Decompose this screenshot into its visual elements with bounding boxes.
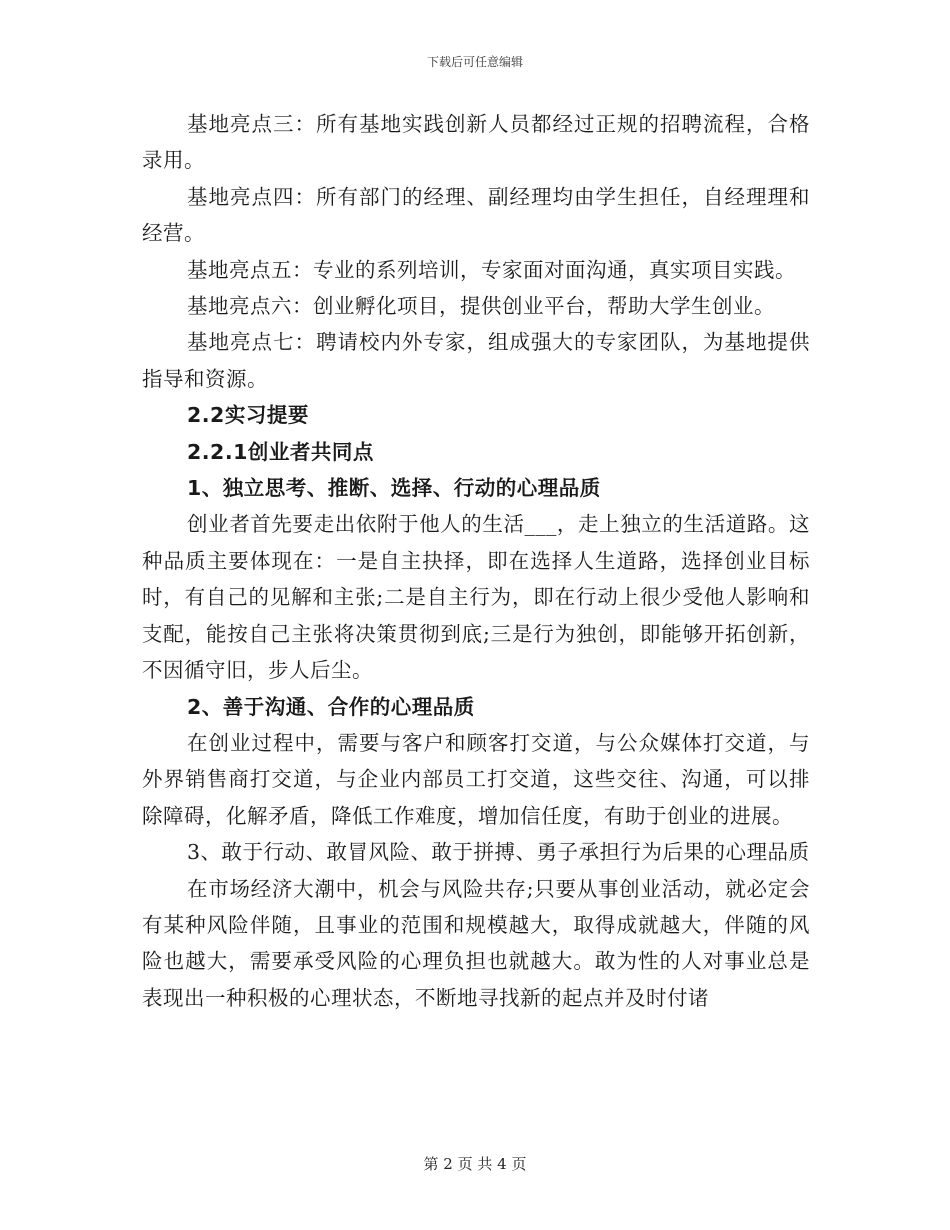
subheading-risk: 3、敢于行动、敢冒风险、敢于拼搏、勇子承担行为后果的心理品质: [187, 840, 810, 865]
section-heading-2-2-1: 2.2.1创业者共同点: [187, 439, 374, 464]
paragraph-highlight-4: 基地亮点四：所有部门的经理、副经理均由学生担任，自经理理和经营。: [142, 184, 810, 246]
paragraph-highlight-3: 基地亮点三：所有基地实践创新人员都经过正规的招聘流程，合格录用。: [142, 112, 810, 173]
paragraph-highlight-6: 基地亮点六：创业孵化项目，提供创业平台，帮助大学生创业。: [187, 294, 775, 319]
paragraph-communication: 在创业过程中，需要与客户和顾客打交道，与公众媒体打交道，与外界销售商打交道，与企业内部员工打交道，这些交往、沟通，可以排除障碍，化解矛盾，降低工作难度，增加信任度，有助于创业的进展。: [142, 730, 810, 828]
paragraph-highlight-7: 基地亮点七：聘请校内外专家，组成强大的专家团队，为基地提供指导和资源。: [142, 330, 810, 391]
paragraph-highlight-5: 基地亮点五：专业的系列培训，专家面对面沟通，真实项目实践。: [187, 257, 796, 282]
document-body: [142, 106, 810, 1016]
paragraph-independence: 创业者首先要走出依附于他人的生活___，走上独立的生活道路。这种品质主要体现在：一是自主抉择，即在选择人生道路，选择创业目标时，有自己的见解和主张;二是自主行为，即在行动上很少受他人影响和支配，能按自己主张将决策贯彻到底;三是行为独创，即能够开拓创新，不因循守旧，步人后尘。: [142, 512, 810, 683]
section-heading-2-2: 2.2实习提要: [187, 403, 309, 428]
subheading-independence: 1、独立思考、推断、选择、行动的心理品质: [187, 476, 601, 501]
paragraph-risk: 在市场经济大潮中，机会与风险共存;只要从事创业活动，就必定会有某种风险伴随，且事业的范围和规模越大，取得成就越大，伴随的风险也越大，需要承受风险的心理负担也就越大。敢为性的人对事业总是表现出一种积极的心理状态，不断地寻找新的起点并及时付诸: [142, 876, 810, 1010]
page-number: 第 2 页 共 4 页: [423, 1155, 527, 1173]
header-note: 下载后可任意编辑: [426, 55, 523, 69]
subheading-communication: 2、善于沟通、合作的心理品质: [187, 694, 475, 719]
